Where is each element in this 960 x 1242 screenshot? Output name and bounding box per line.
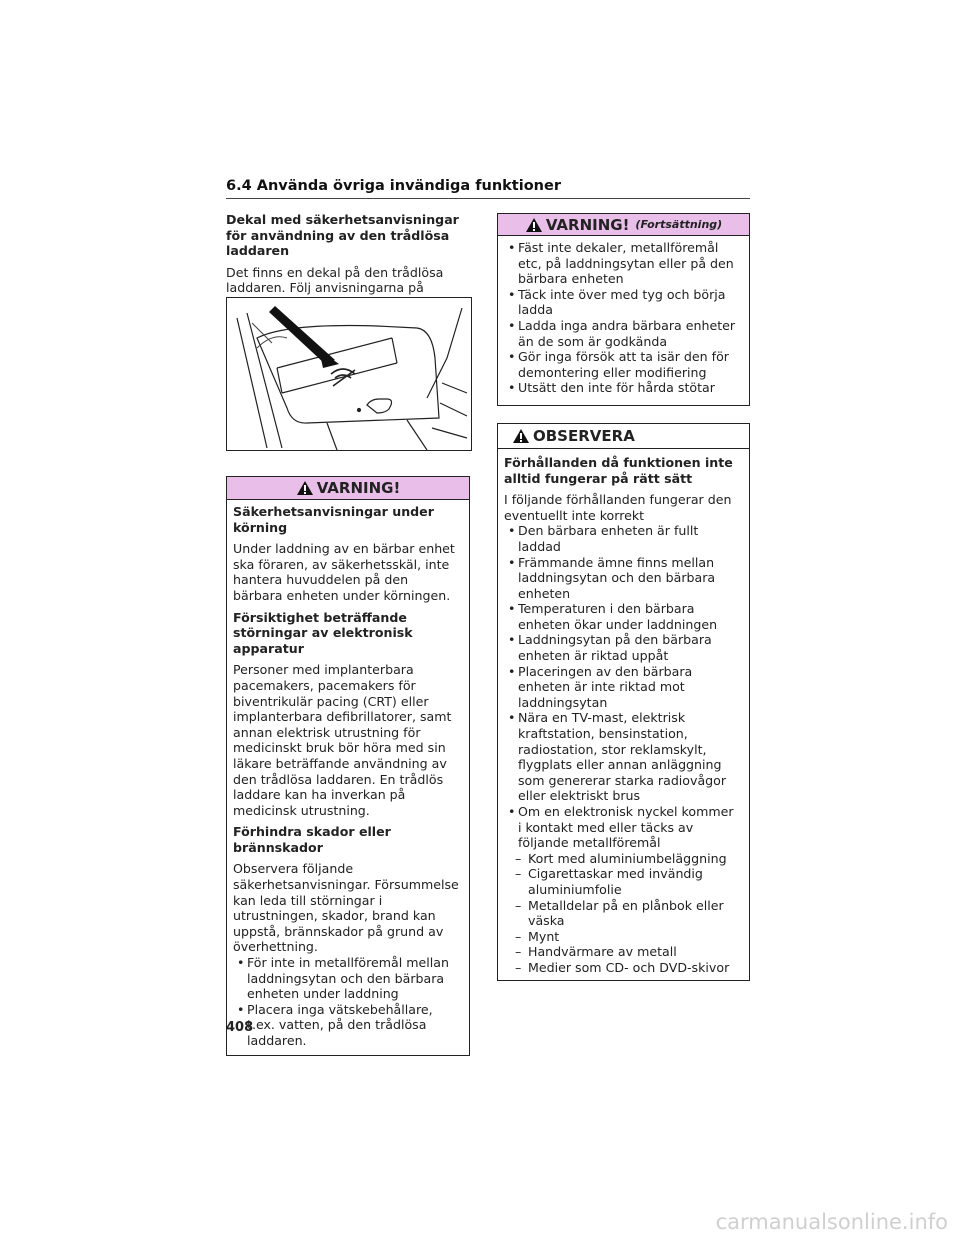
- notice-intro: I följande förhållanden fungerar den eventuellt inte korrekt: [504, 492, 732, 523]
- watermark: carmanualsonline.info: [715, 1210, 948, 1234]
- notice-triangle-icon: [512, 428, 530, 444]
- list-item: – Metalldelar på en plånbok eller väska: [504, 898, 741, 929]
- notice-dash-list: [504, 851, 741, 976]
- list-item: • Nära en TV-mast, elektrisk kraftstation, bensinstation, radiostation, stor reklamskylt, flygplats eller annan anläggning som genererar starka radiovågor eller elektriskt brus: [504, 710, 741, 804]
- warning-text-interference: Personer med implanterbara pacemakers, pacemakers för biventrikulär pacing (CRT) eller implanterbara defibrillatorer, samt annan elektrisk utrustning för medicinskt bruk bör höra med sin läkare beträffande användning av den trådlösa laddaren. En trådlös laddare kan ha inverkan på medicinsk utrustning.: [233, 662, 452, 818]
- page-number: 408: [226, 1020, 254, 1035]
- list-item: • Fäst inte dekaler, metallföremål etc, på laddningsytan eller på den bärbara enheten: [504, 240, 741, 287]
- decal-heading: Dekal med säkerhetsanvisningar för användning av den trådlösa laddaren: [226, 212, 459, 259]
- list-item: • Den bärbara enheten är fullt laddad: [504, 523, 741, 554]
- list-item: • Laddningsytan på den bärbara enheten är riktad uppåt: [504, 632, 741, 663]
- list-item: • Placeringen av den bärbara enheten är inte riktad mot laddningsytan: [504, 664, 741, 711]
- notice-box: [497, 423, 750, 981]
- warning-title: VARNING!: [316, 479, 401, 497]
- list-item: • För inte in metallföremål mellan laddningsytan och den bärbara enheten under laddning: [233, 955, 461, 1002]
- warning-continued-box: [497, 213, 750, 406]
- list-item: – Medier som CD- och DVD-skivor: [504, 960, 741, 976]
- section-header: 6.4 Använda övriga invändiga funktioner: [226, 178, 750, 199]
- warning-text-burns: Observera följande säkerhetsanvisningar. Försummelse kan leda till störningar i utrustningen, skador, brand kan uppstå, brännskador på grund av överhettning.: [233, 861, 459, 955]
- warning-triangle-icon: [296, 480, 314, 496]
- warning-continued-title: VARNING!: [545, 215, 630, 234]
- list-item: • Ladda inga andra bärbara enheter än de som är godkända: [504, 318, 741, 349]
- wireless-charger-drawing: [227, 298, 471, 450]
- list-item: • Placera inga vätskebehållare, t.ex. vatten, på den trådlösa laddaren.: [233, 1002, 461, 1049]
- list-item: – Handvärmare av metall: [504, 944, 741, 960]
- warning-continued-subtitle: (Fortsättning): [635, 218, 723, 231]
- notice-title: OBSERVERA: [533, 426, 635, 445]
- list-item: • Om en elektronisk nyckel kommer i kontakt med eller täcks av följande metallföremål: [504, 804, 741, 851]
- warning-heading-driving: Säkerhetsanvisningar under körning: [233, 504, 434, 535]
- list-item: • Temperaturen i den bärbara enheten ökar under laddningen: [504, 601, 741, 632]
- charger-illustration: [226, 297, 472, 451]
- right-column: [497, 213, 750, 981]
- notice-heading: Förhållanden då funktionen inte alltid fungerar på rätt sätt: [504, 454, 733, 486]
- decal-intro: Det finns en dekal på den trådlösa laddaren. Följ anvisningarna på: [226, 264, 444, 296]
- warning-box: [226, 476, 470, 1056]
- warning-bullet-list: [233, 955, 461, 1049]
- list-item: • Utsätt den inte för hårda stötar: [504, 380, 741, 396]
- list-item: – Mynt: [504, 929, 741, 945]
- warning-text-driving: Under laddning av en bärbar enhet ska föraren, av säkerhetsskäl, inte hantera huvuddelen på den bärbara enheten under körningen.: [233, 541, 455, 603]
- warning-header: [227, 477, 469, 500]
- warning-heading-burns: Förhindra skador eller brännskador: [233, 824, 391, 855]
- warning-continued-list: [504, 240, 741, 396]
- list-item: • Täck inte över med tyg och börja ladda: [504, 287, 741, 318]
- list-item: – Kort med aluminiumbeläggning: [504, 851, 741, 867]
- warning-heading-interference: Försiktighet beträffande störningar av elektronisk apparatur: [233, 609, 413, 656]
- list-item: – Cigarettaskar med invändig aluminiumfolie: [504, 866, 741, 897]
- notice-header: [498, 424, 749, 449]
- list-item: • Gör inga försök att ta isär den för demontering eller modifiering: [504, 349, 741, 380]
- warning-continued-header: [498, 214, 749, 236]
- notice-bullet-list: [504, 523, 741, 850]
- warning-triangle-icon: [525, 217, 543, 233]
- list-item: • Främmande ämne finns mellan laddningsytan och den bärbara enheten: [504, 555, 741, 602]
